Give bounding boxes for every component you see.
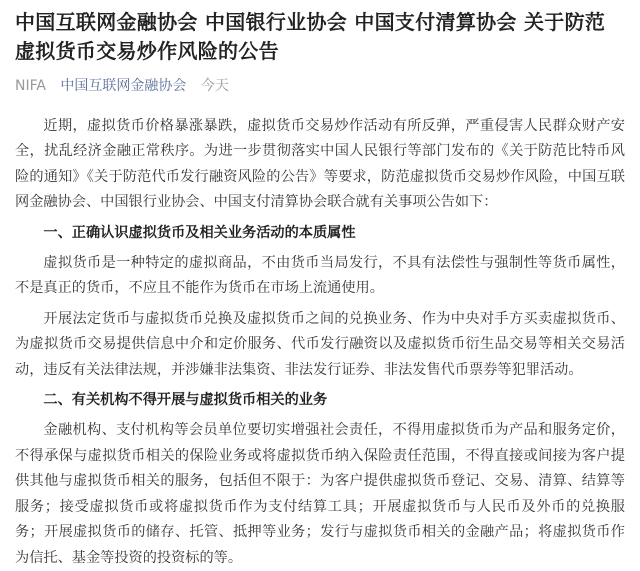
account-name-link[interactable]: 中国互联网金融协会 bbox=[60, 78, 187, 94]
article-meta bbox=[15, 76, 625, 96]
section-heading-1: 一、正确认识虚拟货币及相关业务活动的本质属性 bbox=[43, 224, 356, 241]
paragraph: 开展法定货币与虚拟货币兑换及虚拟货币之间的兑换业务、作为中央对手方买卖虚拟货币、为虚拟货币交易提供信息中介和定价服务、代币发行融资以及虚拟货币衍生品交易等相关交易活动，违反有关法律法规，并涉嫌非法集资、非法发行证券、非法发售代币票券等犯罪活动。 bbox=[15, 310, 625, 378]
article-body bbox=[15, 114, 625, 571]
paragraph-intro: 近期，虚拟货币价格暴涨暴跌，虚拟货币交易炒作活动有所反弹，严重侵害人民群众财产安全，扰乱经济金融正常秩序。为进一步贯彻落实中国人民银行等部门发布的《关于防范比特币风险的通知》《关于防范代币发行融资风险的公告》等要求，防范虚拟货币交易炒作风险，中国互联网金融协会、中国银行业协会、中国支付清算协会联合就有关事项公告如下： bbox=[15, 118, 625, 211]
article-source: NIFA bbox=[15, 78, 46, 94]
section-heading-2: 二、有关机构不得开展与虚拟货币相关的业务 bbox=[43, 392, 328, 409]
publish-date: 今天 bbox=[200, 78, 229, 94]
paragraph: 虚拟货币是一种特定的虚拟商品，不由货币当局发行，不具有法偿性与强制性等货币属性，不是真正的货币，不应且不能作为货币在市场上流通使用。 bbox=[15, 255, 625, 297]
article-title: 中国互联网金融协会 中国银行业协会 中国支付清算协会 关于防范虚拟货币交易炒作风险的公告 bbox=[15, 10, 606, 63]
paragraph: 金融机构、支付机构等会员单位要切实增强社会责任，不得用虚拟货币为产品和服务定价，不得承保与虚拟货币相关的保险业务或将虚拟货币纳入保险责任范围，不得直接或间接为客户提供其他与虚拟货币相关的服务，包括但不限于：为客户提供虚拟货币登记、交易、清算、结算等服务；接受虚拟货币或将虚拟货币作为支付结算工具；开展虚拟货币与人民币及外币的兑换服务；开展虚拟货币的储存、托管、抵押等业务；发行与虚拟货币相关的金融产品；将虚拟货币作为信托、基金等投资的投资标的等。 bbox=[15, 422, 625, 566]
